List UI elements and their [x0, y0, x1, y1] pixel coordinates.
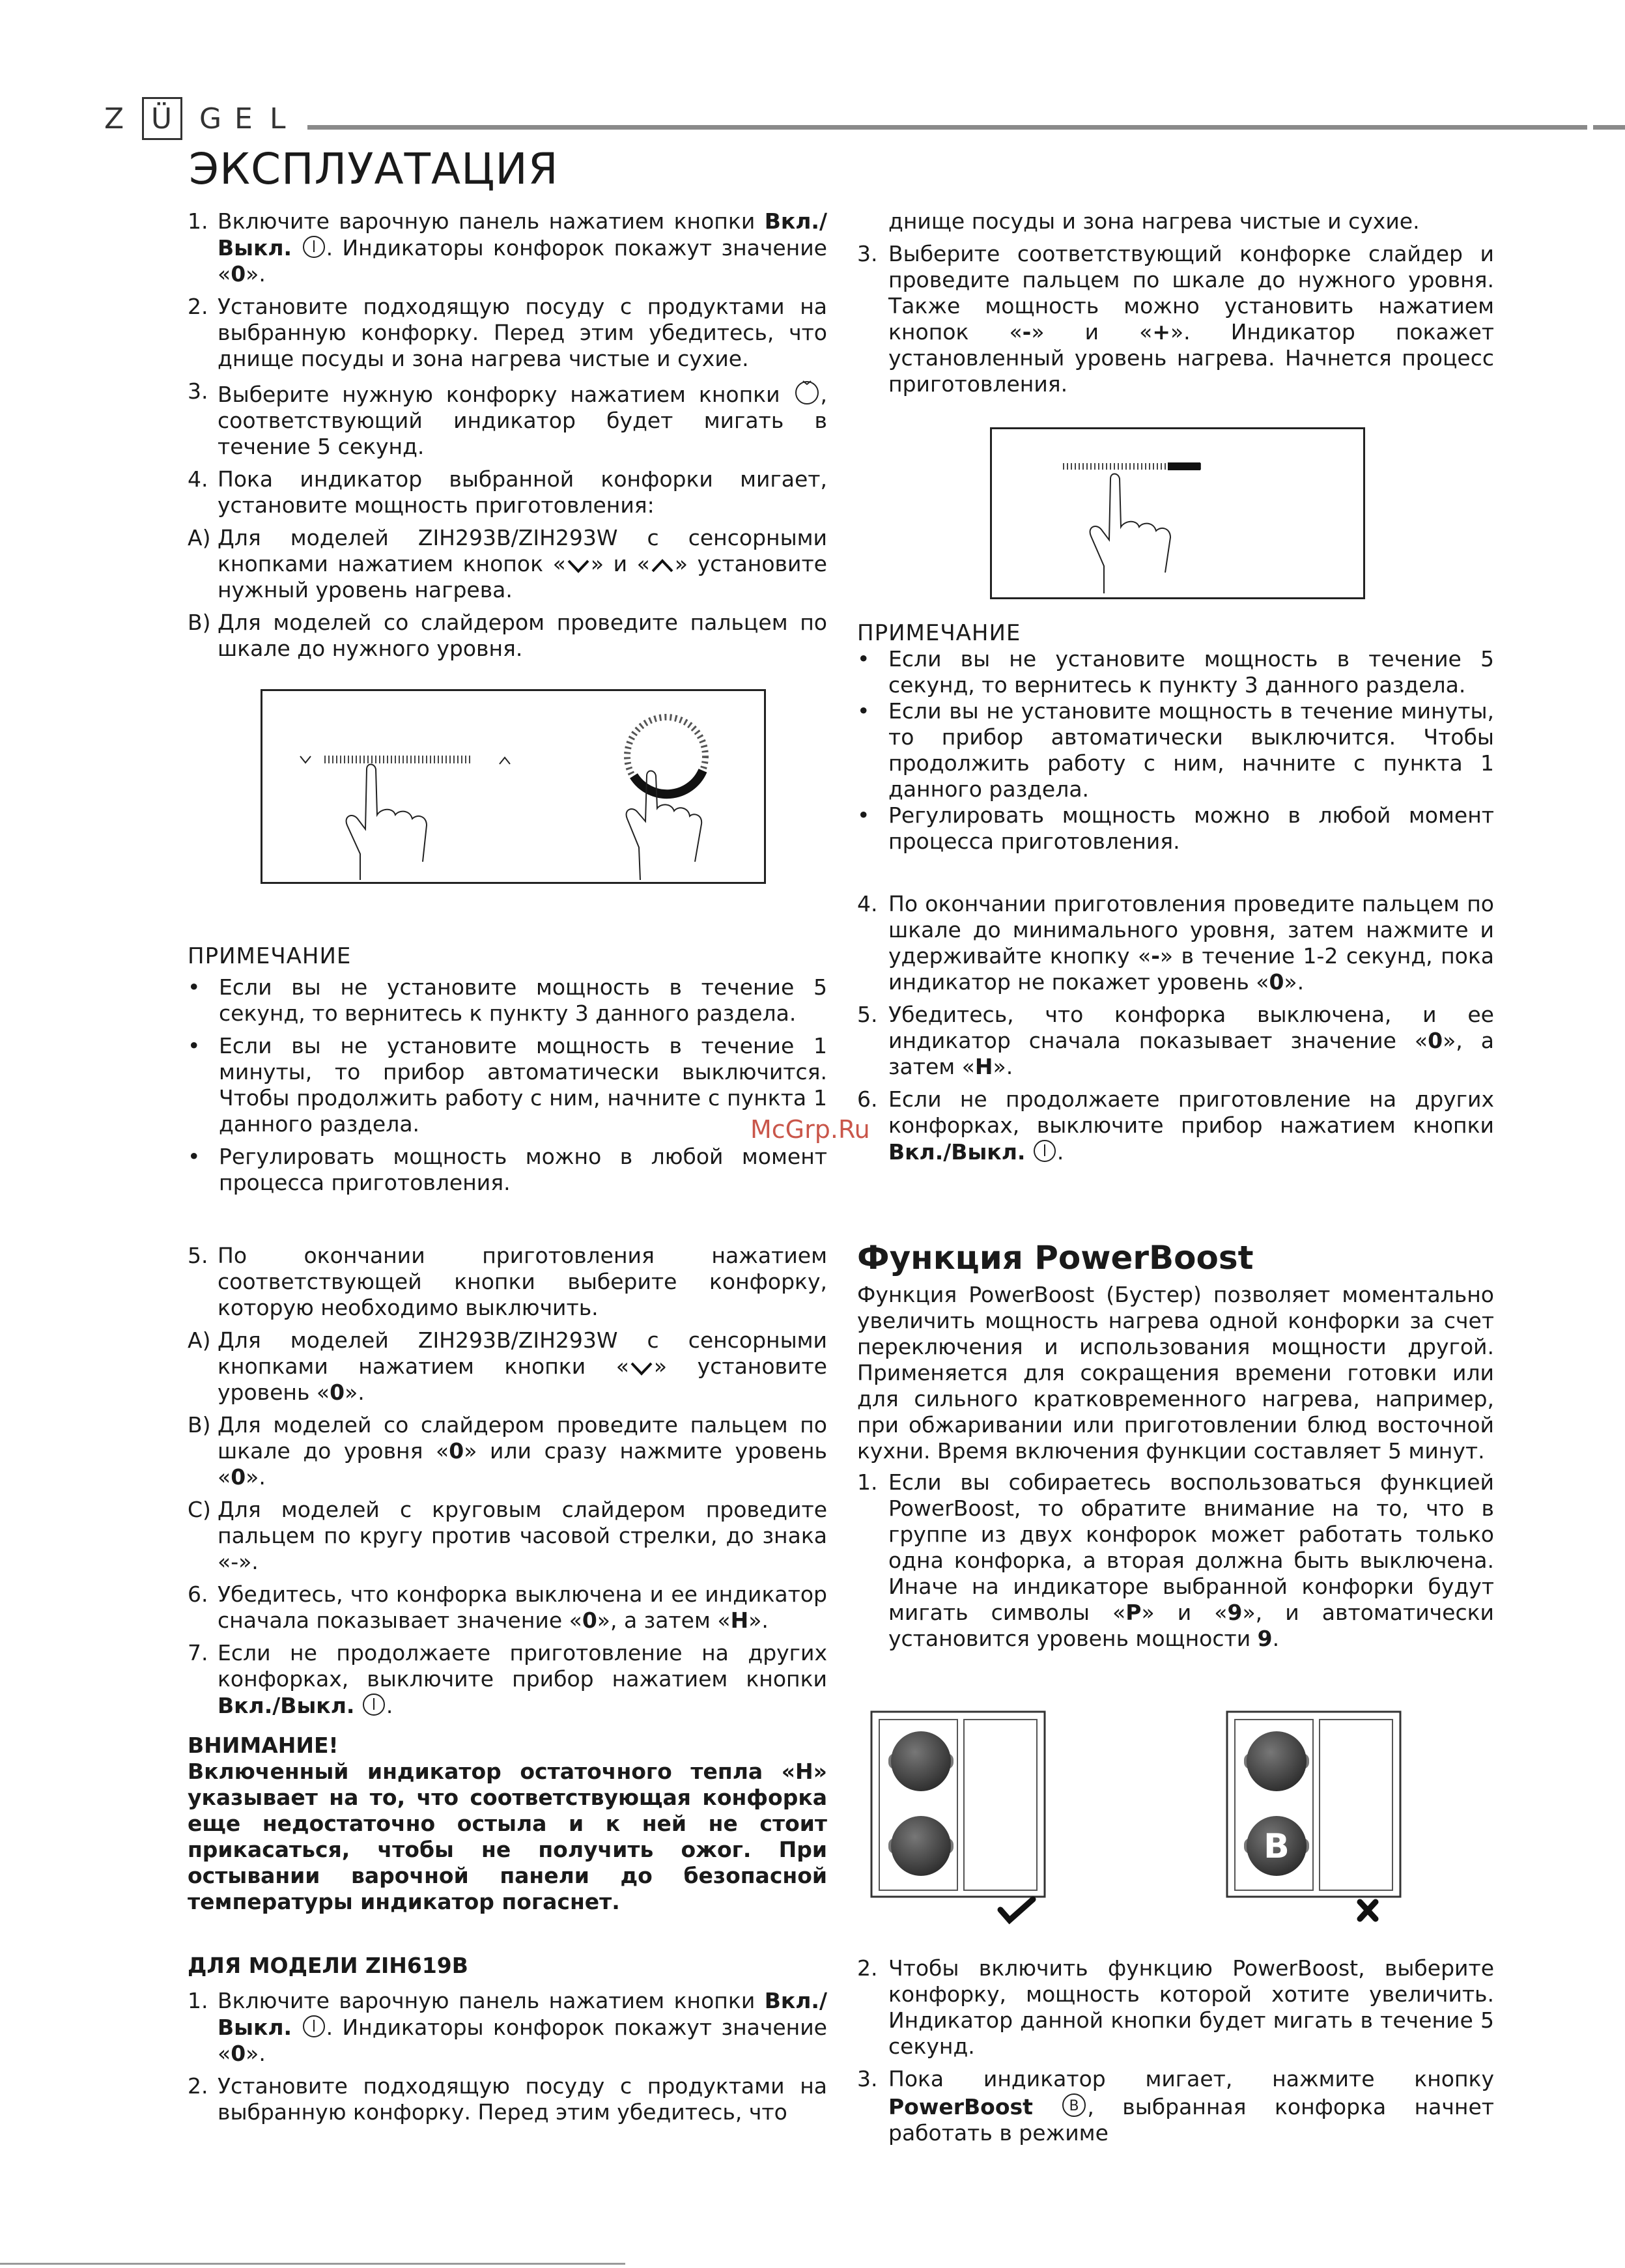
cross-mark-icon	[1360, 1902, 1376, 1919]
model-title: ДЛЯ МОДЕЛИ ZIH619B	[188, 1953, 468, 1978]
list-item: 2. Чтобы включить функцию PowerBoost, выберите конфорку, мощность которой хотите увеличить. Индикатор данной кнопки будет мигать в течение 5 секунд.	[857, 1955, 1494, 2059]
warning-text: Включенный индикатор остаточного тепла «H» указывает на то, что соответствующая конфорка еще недостаточно остыла и к ней не стоит прикасаться, чтобы не получить ожог. При остывании варочной панели до безопасной температуры индикатор погаснет.	[188, 1759, 827, 1914]
list-item: • Если вы не установите мощность в течение 5 секунд, то вернитесь к пункту 3 данного раздела.	[857, 646, 1494, 698]
right-top	[857, 208, 1494, 397]
chevron-down-icon	[566, 556, 591, 575]
list-item: 5. По окончании приготовления нажатием соответствующей кнопки выберите конфорку, которую необходимо выключить.	[188, 1243, 827, 1320]
power-button-icon	[302, 234, 326, 259]
continued-line: днище посуды и зона нагрева чистые и сухие.	[888, 208, 1420, 234]
right-note2	[857, 620, 1494, 855]
list-item: 4. Пока индикатор выбранной конфорки мигает, установите мощность приготовления:	[188, 466, 827, 518]
logo-letter-e: E	[234, 102, 254, 135]
logo-letter-g: G	[199, 102, 223, 135]
chevron-down-icon	[629, 1358, 654, 1378]
list-item: C) Для моделей с круговым слайдером проведите пальцем по кругу против часовой стрелки, до знака «-».	[188, 1497, 827, 1574]
powerboost-section	[857, 1282, 1494, 1652]
svg-text:B: B	[1069, 2098, 1079, 2114]
list-item: A) Для моделей ZIH293B/ZIH293W с сенсорными кнопками нажатием кнопок « » и « » установите нужный уровень нагрева.	[188, 525, 827, 602]
note-title: ПРИМЕЧАНИЕ	[188, 943, 352, 969]
list-item: • Если вы не установите мощность в течение 5 секунд, то вернитесь к пункту 3 данного раздела.	[188, 974, 827, 1026]
logo-letter-l: L	[270, 102, 287, 135]
model-section	[188, 1953, 827, 2125]
list-item: B) Для моделей со слайдером проведите пальцем по шкале до нужного уровня.	[188, 610, 827, 661]
left-steps-b	[188, 1243, 827, 1719]
powerboost-intro: Функция PowerBoost (Бустер) позволяет моментально увеличить мощность нагрева одной конфорки за счет переключения и использования мощности другой. Применяется для сокращения времени готовки или для сильного кратковременного нагрева, например, при обжаривании или приготовлении блюд восточной кухни. Время включения функции составляет 5 минут.	[857, 1282, 1494, 1464]
list-item: 2. Установите подходящую посуду с продуктами на выбранную конфорку. Перед этим убедитесь, что	[188, 2073, 827, 2125]
list-item: B) Для моделей со слайдером проведите пальцем по шкале до уровня «0» или сразу нажмите уровень «0».	[188, 1412, 827, 1490]
list-item: • Если вы не установите мощность в течение минуты, то прибор автоматически выключится. Чтобы продолжить работу с ним, начните с пункта 1 данного раздела.	[857, 698, 1494, 802]
list-item: 6. Если не продолжаете приготовление на других конфорках, выключите прибор нажатием кнопки Вкл./Выкл. .	[857, 1086, 1494, 1165]
brand-logo	[104, 98, 296, 139]
list-item: 3. Выберите нужную конфорку нажатием кнопки , соответствующий индикатор будет мигать в течение 5 секунд.	[188, 378, 827, 459]
list-item: 3. Выберите соответствующий конфорке слайдер и проведите пальцем по шкале до нужного уровня. Также мощность можно установить нажатием кнопок «-» и «+». Индикатор покажет установленный уровень нагрева. Начнется процесс приготовления.	[857, 241, 1495, 397]
list-item: 1. Включите варочную панель нажатием кнопки Вкл./ Выкл. . Индикаторы конфорок покажут значение «0».	[188, 208, 827, 287]
list-item: 1. Включите варочную панель нажатием кнопки Вкл./ Выкл. . Индикаторы конфорок покажут значение «0».	[188, 1988, 827, 2066]
list-item: • Если вы не установите мощность в течение 1 минуты, то прибор автоматически выключится. Чтобы продолжить работу с ним, начните с пункта 1 данного раздела.	[188, 1033, 827, 1137]
power-button-icon	[361, 1692, 386, 1717]
linear-slider-illustration	[990, 427, 1365, 599]
list-item: A) Для моделей ZIH293B/ZIH293W с сенсорными кнопками нажатием кнопки « » установите уровень «0».	[188, 1327, 827, 1405]
slider-drawing	[262, 691, 764, 882]
linear-slider-drawing	[992, 429, 1363, 597]
left-note1	[188, 943, 827, 1196]
footer-rule	[0, 2263, 625, 2265]
list-item: 2. Установите подходящую посуду с продуктами на выбранную конфорку. Перед этим убедитесь, что днище посуды и зона нагрева чистые и сухие.	[188, 294, 827, 371]
logo-letter-u: Ü	[142, 97, 182, 140]
list-item: 3. Пока индикатор мигает, нажмите кнопку PowerBoost B , выбранная конфорка начнет работать в режиме	[857, 2066, 1494, 2146]
list-item: • Регулировать мощность можно в любой момент процесса приготовления.	[188, 1144, 827, 1195]
section-title: ЭКСПЛУАТАЦИЯ	[189, 144, 559, 194]
powerboost-title: Функция PowerBoost	[857, 1239, 1254, 1277]
left-steps-a	[188, 208, 827, 662]
powerboost-steps	[857, 1955, 1494, 2146]
boost-pot-label: B	[1264, 1827, 1290, 1866]
burner-select-icon	[793, 378, 821, 406]
check-mark-icon	[1000, 1899, 1033, 1920]
list-item: 7. Если не продолжаете приготовление на других конфорках, выключите прибор нажатием кнопки Вкл./Выкл. .	[188, 1640, 827, 1718]
list-item: 6. Убедитесь, что конфорка выключена и ее индикатор сначала показывает значение «0», а затем «H».	[188, 1581, 827, 1633]
hob-drawing	[870, 1707, 1482, 1928]
watermark: McGrp.Ru	[750, 1115, 870, 1144]
powerboost-illustration	[870, 1707, 1482, 1928]
chevron-up-icon	[650, 556, 675, 575]
warning-title: ВНИМАНИЕ!	[188, 1733, 339, 1758]
right-steps-d	[857, 891, 1494, 1165]
list-item: 5. Убедитесь, что конфорка выключена, и ее индикатор сначала показывает значение «0», а затем «H».	[857, 1002, 1494, 1079]
slider-illustration	[261, 689, 766, 884]
boost-b-icon	[1061, 2092, 1087, 2118]
power-button-icon	[1032, 1139, 1057, 1163]
note-title: ПРИМЕЧАНИЕ	[857, 620, 1021, 646]
list-item: 4. По окончании приготовления проведите пальцем по шкале до минимального уровня, затем нажмите и удерживайте кнопку «-» в течение 1-2 секунд, пока индикатор не покажет уровень «0».	[857, 891, 1494, 995]
warning-block	[188, 1733, 827, 1915]
power-button-icon	[302, 2014, 326, 2039]
list-item: • Регулировать мощность можно в любой момент процесса приготовления.	[857, 802, 1494, 854]
list-item: 1. Если вы собираетесь воспользоваться функцией PowerBoost, то обратите внимание на то, что в группе из двух конфорок может работать только одна конфорка, а вторая должна быть выключена. Иначе на индикаторе выбранной конфорки будут мигать символы «P» и «9», и автоматически установится уровень мощности 9.	[857, 1469, 1494, 1651]
header-rule-end	[1593, 125, 1625, 130]
logo-letter-z: Z	[104, 102, 126, 135]
header-rule	[307, 125, 1587, 130]
